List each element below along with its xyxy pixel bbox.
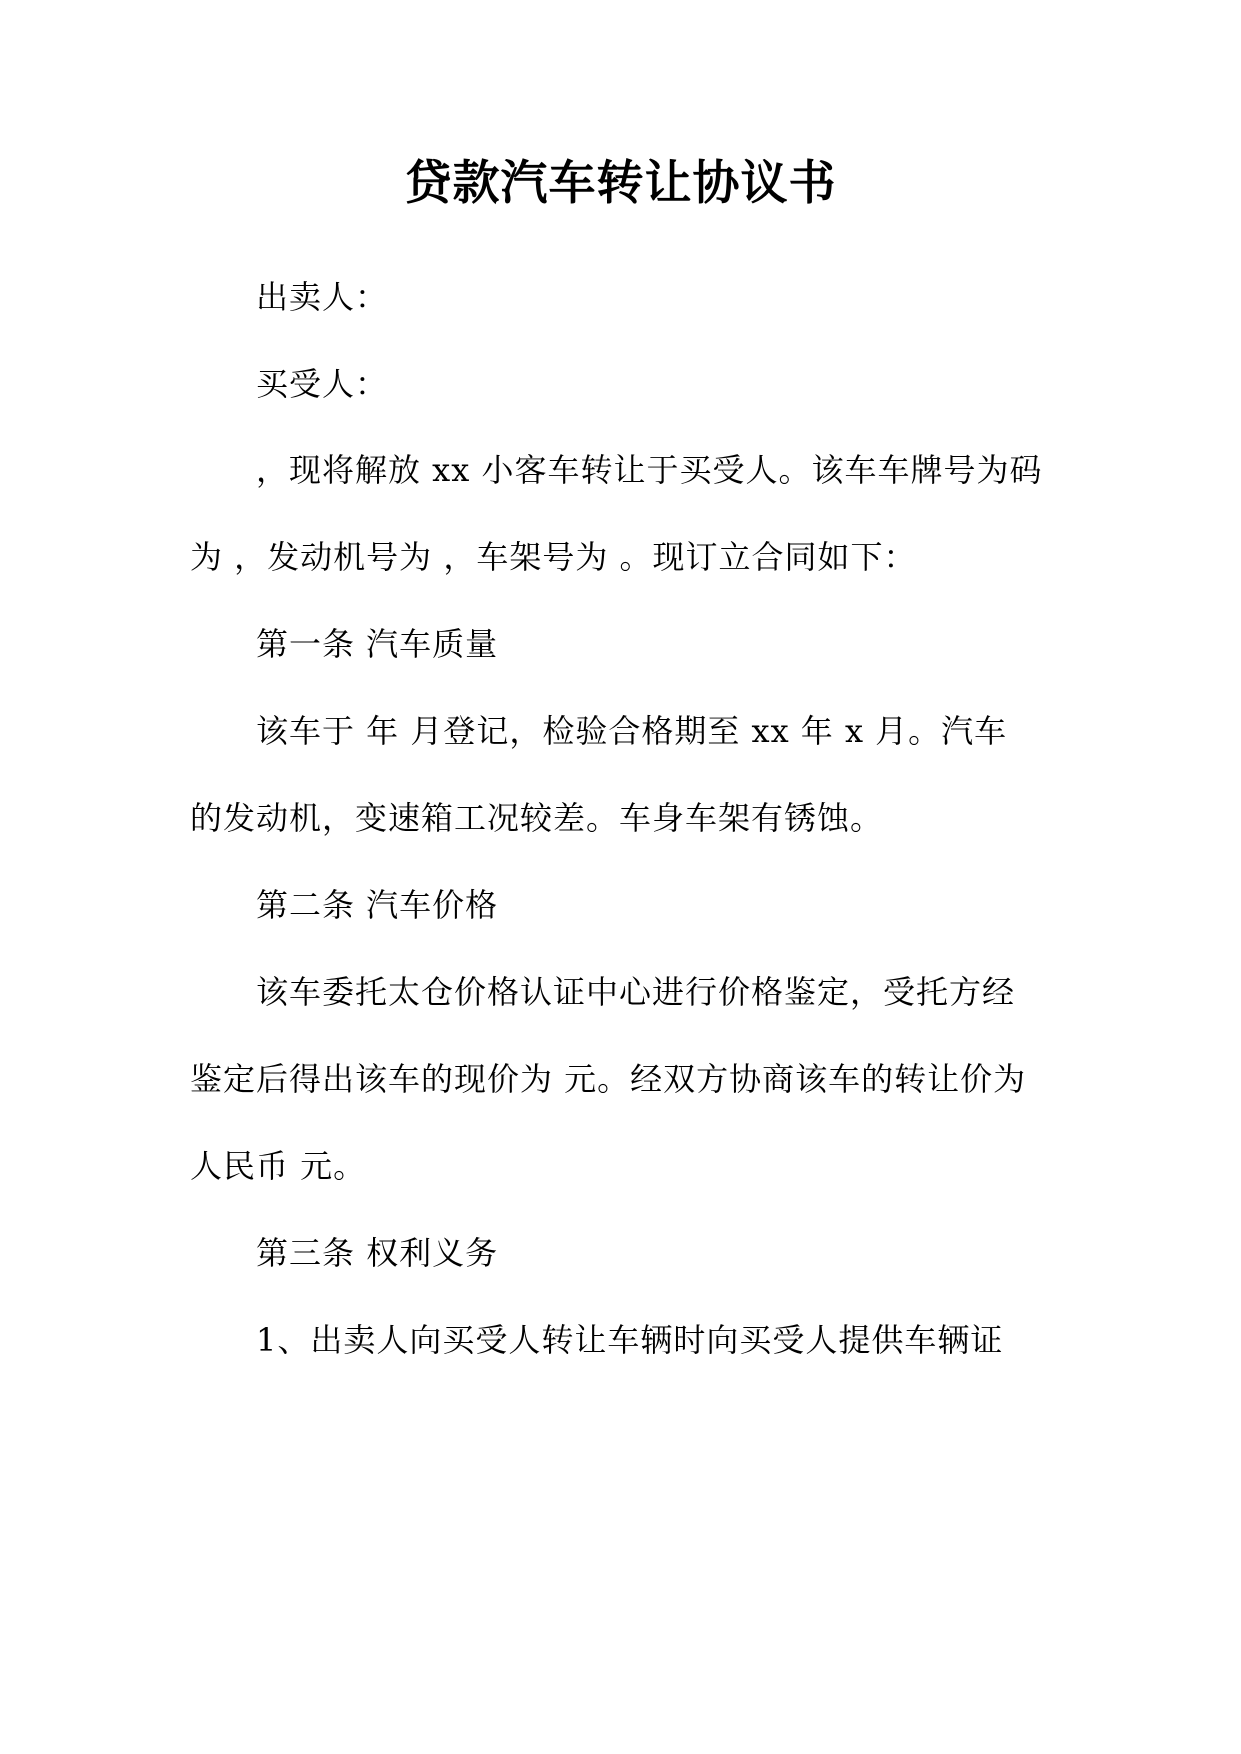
body-paragraph-line: 1、出卖人向买受人转让车辆时向买受人提供车辆证 bbox=[256, 1321, 1004, 1359]
article-heading-price: 第二条 汽车价格 bbox=[256, 886, 499, 924]
article-heading-rights: 第三条 权利义务 bbox=[256, 1234, 499, 1272]
buyer-line: 买受人： bbox=[256, 365, 389, 403]
body-paragraph-line: 鉴定后得出该车的现价为 元。经双方协商该车的转让价为 bbox=[190, 1060, 1027, 1098]
body-paragraph-line: 为 ，发动机号为 ，车架号为 。现订立合同如下： bbox=[190, 538, 917, 576]
body-paragraph-line: 的发动机，变速箱工况较差。车身车架有锈蚀。 bbox=[190, 799, 884, 837]
body-paragraph-line: 人民币 元。 bbox=[190, 1147, 367, 1185]
document-title: 贷款汽车转让协议书 bbox=[404, 156, 837, 211]
body-paragraph-line: 该车委托太仓价格认证中心进行价格鉴定，受托方经 bbox=[256, 973, 1016, 1011]
body-paragraph-line: ，现将解放 xx 小客车转让于买受人。该车车牌号为码 bbox=[256, 451, 1043, 489]
seller-line: 出卖人： bbox=[256, 278, 389, 316]
article-heading-quality: 第一条 汽车质量 bbox=[256, 625, 499, 663]
body-paragraph-line: 该车于 年 月登记，检验合格期至 xx 年 x 月。汽车 bbox=[256, 712, 1008, 750]
